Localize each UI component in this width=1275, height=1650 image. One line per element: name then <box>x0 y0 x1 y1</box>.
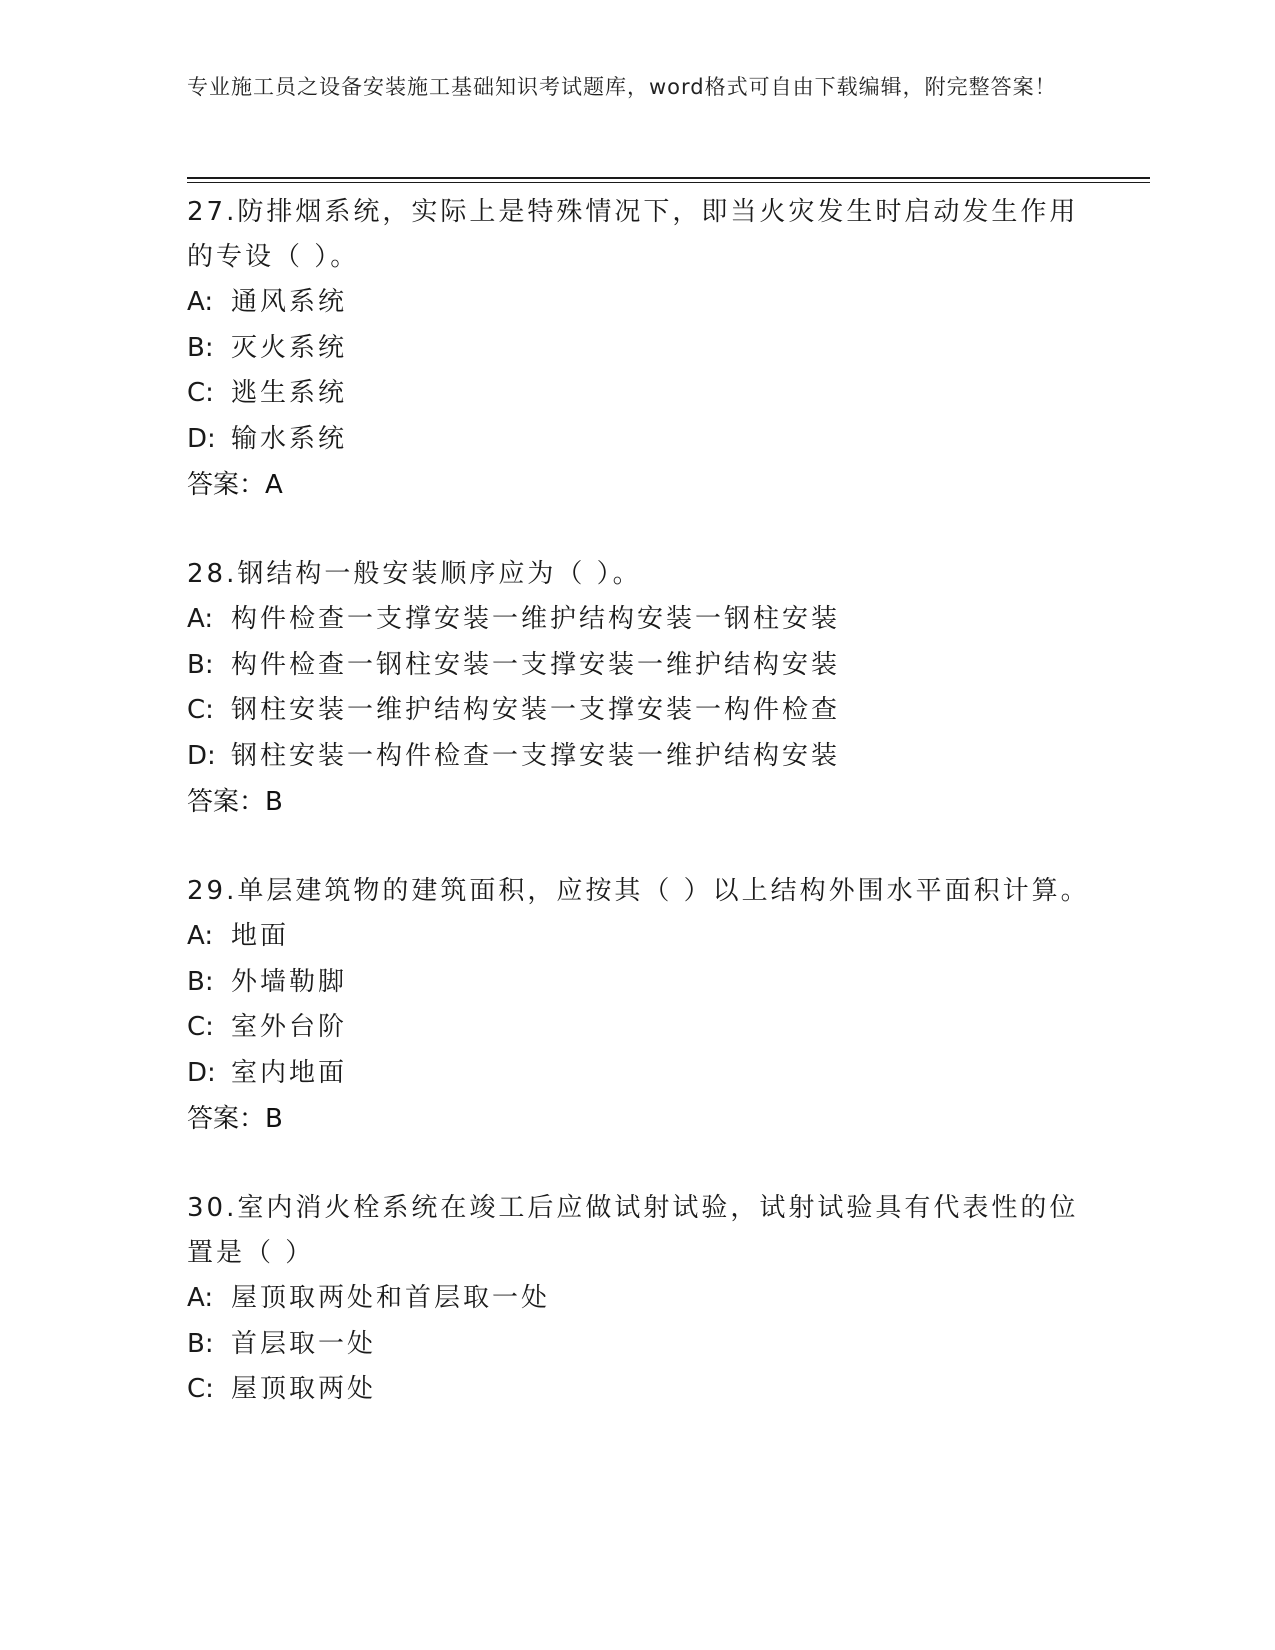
answer: 答案：A <box>187 470 283 500</box>
question-text: 28.钢结构一般安装顺序应为（ ）。 <box>187 559 642 589</box>
option-letter: B: <box>187 966 214 997</box>
option-text: 地面 <box>231 921 290 951</box>
option-c <box>187 371 1107 417</box>
option-text: 钢柱安装一维护结构安装一支撑安装一构件检查 <box>231 695 841 725</box>
option-letter: B: <box>187 1328 214 1359</box>
question-27 <box>187 190 1107 508</box>
question-29 <box>187 869 1107 1142</box>
option-letter: A: <box>187 1283 214 1313</box>
option-letter: D: <box>187 423 216 454</box>
option-letter: C: <box>187 1374 214 1404</box>
option-b <box>187 1322 1107 1368</box>
question-spacer <box>187 825 1107 869</box>
option-b <box>187 326 1107 372</box>
option-text: 外墙勒脚 <box>231 966 348 997</box>
document-header: 专业施工员之设备安装施工基础知识考试题库，word格式可自由下载编辑，附完整答案！ <box>187 75 1057 99</box>
option-text: 灭火系统 <box>231 332 348 363</box>
option-text: 屋顶取两处 <box>231 1374 377 1404</box>
option-d <box>187 417 1107 463</box>
option-c <box>187 688 1107 734</box>
option-letter: D: <box>187 1057 216 1088</box>
option-d <box>187 734 1107 780</box>
option-d <box>187 1051 1107 1097</box>
option-text: 逃生系统 <box>231 378 348 408</box>
option-c <box>187 1367 1107 1413</box>
option-letter: C: <box>187 1012 214 1042</box>
question-text: 30.室内消火栓系统在竣工后应做试射试验，试射试验具有代表性的位置是（ ） <box>187 1193 1079 1268</box>
answer: 答案：B <box>187 787 283 817</box>
header-divider-thin <box>187 182 1150 183</box>
option-c <box>187 1005 1107 1051</box>
option-a <box>187 1276 1107 1322</box>
option-text: 室内地面 <box>231 1057 348 1088</box>
option-text: 通风系统 <box>231 287 348 317</box>
question-text: 29.单层建筑物的建筑面积，应按其（ ）以上结构外围水平面积计算。 <box>187 876 1090 906</box>
option-a <box>187 280 1107 326</box>
question-30 <box>187 1186 1107 1413</box>
header-divider-thick <box>187 177 1150 179</box>
option-text: 钢柱安装一构件检查一支撑安装一维护结构安装 <box>231 740 841 771</box>
question-text: 27.防排烟系统，实际上是特殊情况下，即当火灾发生时启动发生作用的专设（ ）。 <box>187 197 1079 272</box>
option-letter: A: <box>187 604 214 634</box>
option-text: 屋顶取两处和首层取一处 <box>231 1283 551 1313</box>
answer: 答案：B <box>187 1104 283 1134</box>
option-text: 构件检查一钢柱安装一支撑安装一维护结构安装 <box>231 649 841 680</box>
option-text: 输水系统 <box>231 423 348 454</box>
option-b <box>187 960 1107 1006</box>
option-a <box>187 914 1107 960</box>
option-a <box>187 597 1107 643</box>
option-letter: C: <box>187 695 214 725</box>
option-letter: D: <box>187 740 216 771</box>
option-text: 首层取一处 <box>231 1328 377 1359</box>
question-list <box>187 190 1107 1413</box>
option-text: 室外台阶 <box>231 1012 348 1042</box>
question-28 <box>187 552 1107 825</box>
option-letter: C: <box>187 378 214 408</box>
question-spacer <box>187 1142 1107 1186</box>
option-letter: A: <box>187 921 214 951</box>
question-spacer <box>187 508 1107 552</box>
option-text: 构件检查一支撑安装一维护结构安装一钢柱安装 <box>231 604 841 634</box>
option-b <box>187 643 1107 689</box>
option-letter: A: <box>187 287 214 317</box>
option-letter: B: <box>187 332 214 363</box>
option-letter: B: <box>187 649 214 680</box>
